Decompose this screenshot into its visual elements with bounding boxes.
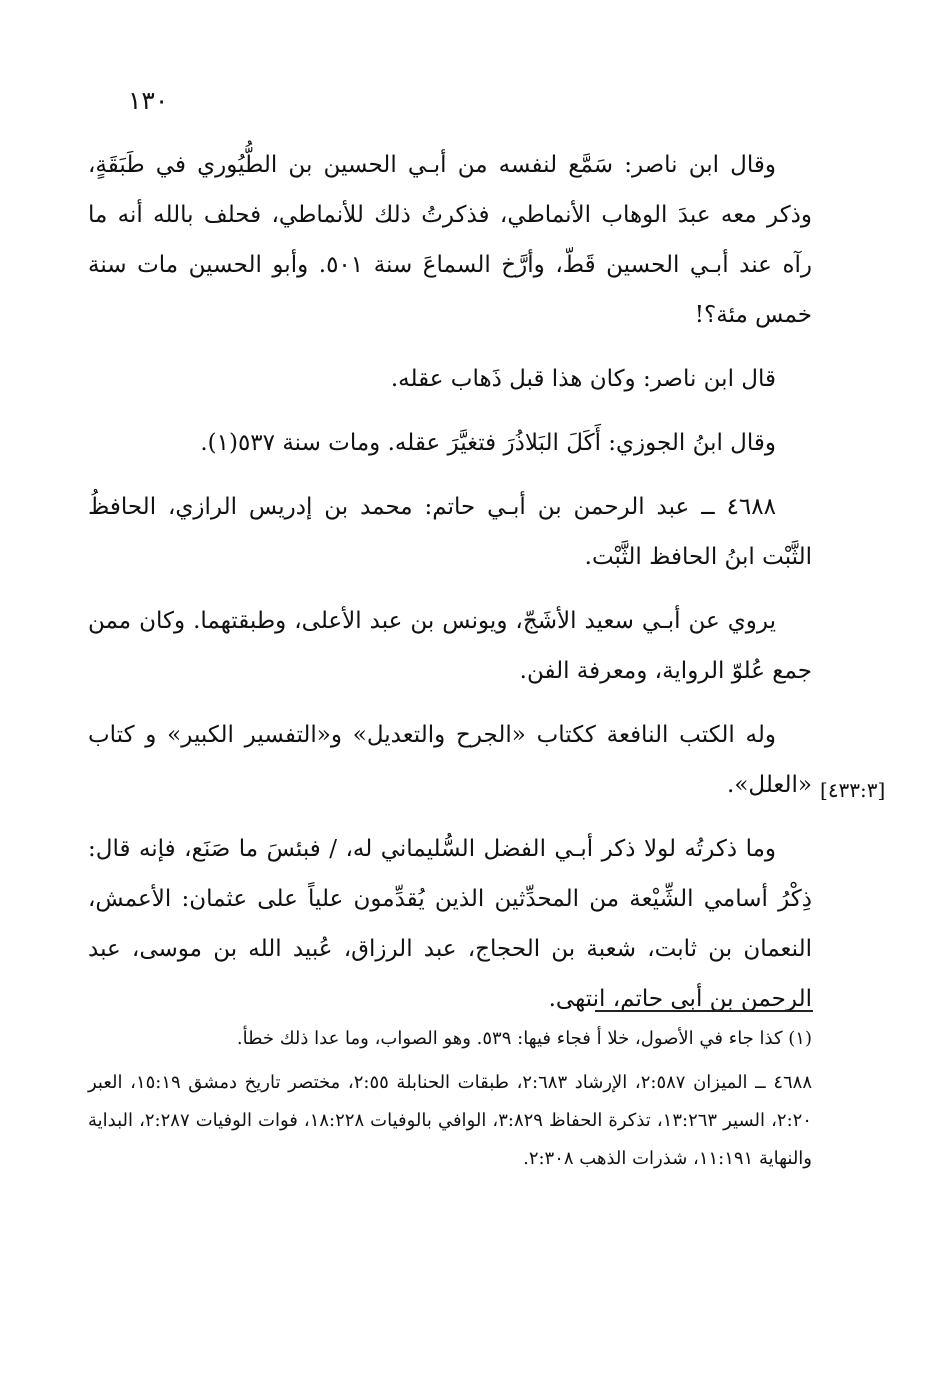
footnote: ٤٦٨٨ ــ الميزان ٢:٥٨٧، الإرشاد ٢:٦٨٣، طبقات الحنابلة ٢:٥٥، مختصر تاريخ دمشق ١٥:١٩، العبر ٢:٢٠، السير ١٣:٢٦٣، تذكرة الحفاظ ٣:٨٢٩، الوافي بالوفيات ١٨:٢٢٨، فوات الوفيات ٢:٢٨٧، البداية والنهاية ١١:١٩١، شذرات الذهب ٢:٣٠٨. [88,1072,812,1169]
footnotes [88,1020,812,1184]
footnote: (١) كذا جاء في الأصول، خلا أ فجاء فيها: ٥٣٩. وهو الصواب، وما عدا ذلك خطأ. [236,1028,812,1049]
main-text [88,140,812,1038]
footnote-divider [595,1010,813,1012]
page-number: ١٣٠ [128,86,169,115]
paragraph: وقال ابنُ الجوزي: أَكَلَ البَلاذُرَ فتغيَّرَ عقله. ومات سنة ٥٣٧(١). [200,430,776,456]
paragraph: وقال ابن ناصر: سَمَّع لنفسه من أبـي الحسين بن الطُّيُوري في طَبَقَةٍ، وذكر معه عبدَ الوهاب الأنماطي، فذكرتُ ذلك للأنماطي، فحلف بالله أنه ما رآه عند أبـي الحسين قَطّ، وأرَّخ السماعَ سنة ٥٠١. وأبو الحسين مات سنة خمس مئة؟! [88,152,813,328]
paragraph: وله الكتب النافعة ككتاب «الجرح والتعديل» و«التفسير الكبير» و كتاب «العلل». [88,722,812,798]
paragraph: قال ابن ناصر: وكان هذا قبل ذَهاب عقله. [390,366,776,392]
paragraph: وما ذكرتُه لولا ذكر أبـي الفضل السُّليماني له، / فبئسَ ما صَنَع، فإنه قال: ذِكْرُ أسامي الشِّيْعة من المحدِّثين الذين يُقدِّمون علياً على عثمان: الأعمش، النعمان بن ثابت، شعبة بن الحجاج، عبد الرزاق، عُبيد الله بن موسى، عبد الرحمن بن أبي حاتم، انتهى. [88,836,812,1012]
paragraph: يروي عن أبـي سعيد الأشَجّ، ويونس بن عبد الأعلى، وطبقتهما. وكان ممن جمع عُلوّ الرواية، ومعرفة الفن. [88,608,812,684]
entry-heading-paragraph: ٤٦٨٨ ــ عبد الرحمن بن أبـي حاتم: محمد بن إدريس الرازي، الحافظُ الثَّبْت ابنُ الحافظ الثَّبْت. [88,494,812,570]
margin-reference: [٤٣٣:٣] [820,778,886,802]
